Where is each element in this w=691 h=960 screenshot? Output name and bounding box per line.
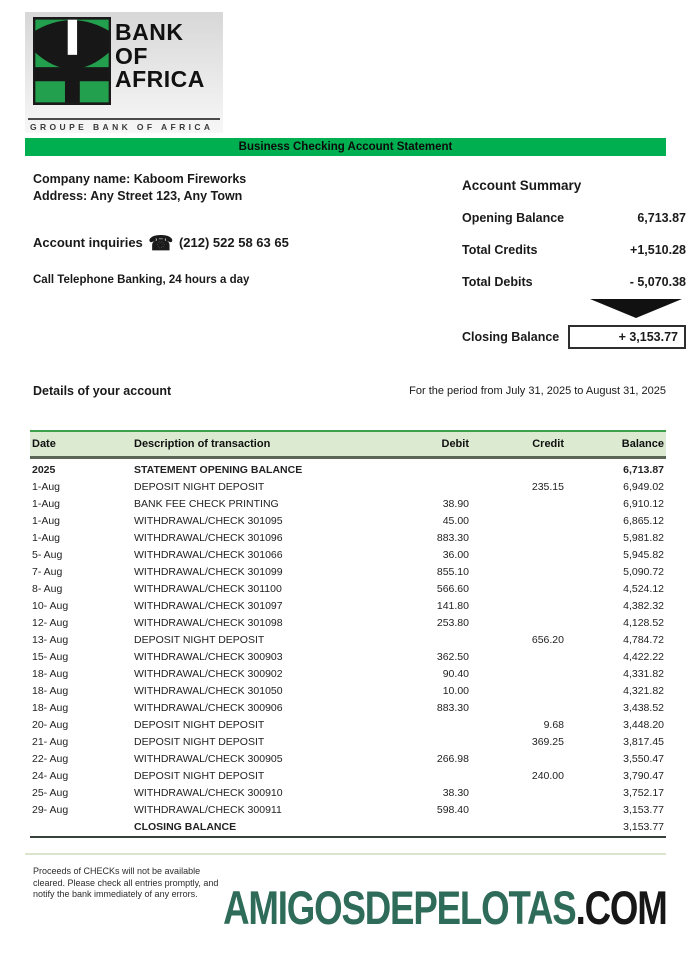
cell-debit: 90.40 [442, 668, 469, 680]
cell-desc: WITHDRAWAL/CHECK 301095 [134, 515, 283, 527]
cell-credit [471, 785, 566, 802]
logo-divider [28, 118, 220, 120]
cell-balance: 6,949.02 [623, 481, 664, 493]
cell-credit [471, 598, 566, 615]
cell-debit [365, 632, 471, 649]
table-row [30, 547, 666, 564]
total-debits-value: - 5,070.38 [629, 275, 686, 289]
cell-desc: WITHDRAWAL/CHECK 300905 [134, 753, 283, 765]
cell-balance: 3,790.47 [623, 770, 664, 782]
cell-balance: 3,438.52 [623, 702, 664, 714]
cell-balance: 4,321.82 [623, 685, 664, 697]
customer-info [33, 171, 246, 205]
cell-credit [471, 581, 566, 598]
cell-date: 18- Aug [32, 668, 69, 680]
cell-desc: WITHDRAWAL/CHECK 301100 [134, 583, 282, 595]
cell-balance: 4,331.82 [623, 668, 664, 680]
site-brand [223, 880, 667, 935]
cell-date: 21- Aug [32, 736, 69, 748]
opening-balance-value: 6,713.87 [637, 211, 686, 225]
cell-balance: 5,981.82 [623, 532, 664, 544]
table-row [30, 479, 666, 496]
cell-date: 1-Aug [32, 532, 61, 544]
cell-credit: 235.15 [531, 481, 564, 493]
table-row [30, 598, 666, 615]
cell-desc: DEPOSIT NIGHT DEPOSIT [134, 634, 265, 646]
cell-date: 10- Aug [32, 600, 69, 612]
cell-desc: WITHDRAWAL/CHECK 301099 [134, 566, 283, 578]
groupe-caption: GROUPE BANK OF AFRICA [30, 122, 214, 132]
cell-desc: DEPOSIT NIGHT DEPOSIT [134, 736, 265, 748]
table-row [30, 615, 666, 632]
table-row [30, 666, 666, 683]
cell-date: 29- Aug [32, 804, 69, 816]
cell-desc: DEPOSIT NIGHT DEPOSIT [134, 481, 265, 493]
cell-date: 13- Aug [32, 634, 69, 646]
cell-credit [471, 547, 566, 564]
cell-credit [471, 802, 566, 819]
cell-credit [471, 458, 566, 479]
cell-date: 20- Aug [32, 719, 69, 731]
cell-credit [471, 819, 566, 837]
bank-of-africa-emblem-icon [33, 17, 111, 105]
bank-logo-block [25, 12, 223, 133]
cell-debit: 883.30 [436, 532, 469, 544]
cell-desc: WITHDRAWAL/CHECK 300902 [134, 668, 283, 680]
disclaimer-line: notify the bank immediately of any errors. [33, 889, 198, 899]
total-debits-row [462, 275, 686, 289]
cell-date: 2025 [32, 464, 56, 476]
table-row [30, 802, 666, 819]
cell-credit: 656.20 [531, 634, 564, 646]
cell-debit: 598.40 [436, 804, 469, 816]
cell-desc: WITHDRAWAL/CHECK 301098 [134, 617, 283, 629]
company-address-line: Address: Any Street 123, Any Town [33, 189, 243, 203]
header-description: Description of transaction [132, 431, 365, 458]
cell-desc: WITHDRAWAL/CHECK 300911 [134, 804, 282, 816]
cell-date: 1-Aug [32, 481, 61, 493]
cell-desc: WITHDRAWAL/CHECK 301050 [134, 685, 283, 697]
cell-balance: 3,752.17 [623, 787, 664, 799]
cell-credit [471, 700, 566, 717]
cell-desc: STATEMENT OPENING BALANCE [134, 464, 303, 476]
cell-balance: 3,817.45 [623, 736, 664, 748]
cell-credit [471, 513, 566, 530]
total-credits-value: +1,510.28 [630, 243, 686, 257]
cell-date: 18- Aug [32, 685, 69, 697]
closing-balance-row [462, 325, 686, 349]
cell-balance: 3,153.77 [623, 821, 664, 833]
table-row [30, 564, 666, 581]
cell-debit: 36.00 [442, 549, 469, 561]
phone-icon: ☎ [148, 233, 174, 255]
table-row [30, 649, 666, 666]
cell-debit: 45.00 [442, 515, 469, 527]
table-row [30, 700, 666, 717]
cell-debit: 266.98 [436, 753, 469, 765]
bank-name [115, 21, 205, 92]
cell-desc: CLOSING BALANCE [134, 821, 237, 833]
cell-credit: 240.00 [531, 770, 564, 782]
telephone-banking-line: Call Telephone Banking, 24 hours a day [33, 274, 250, 286]
table-row [30, 819, 666, 837]
cell-debit [365, 717, 471, 734]
cell-date: 12- Aug [32, 617, 69, 629]
transactions-table [30, 430, 666, 838]
cell-debit: 253.80 [436, 617, 469, 629]
cell-credit [471, 530, 566, 547]
bank-name-line: OF [115, 42, 148, 69]
table-row [30, 768, 666, 785]
cell-desc: WITHDRAWAL/CHECK 301096 [134, 532, 283, 544]
total-debits-label: Total Debits [462, 275, 533, 289]
total-credits-row [462, 243, 686, 257]
cell-balance: 5,945.82 [623, 549, 664, 561]
cell-desc: WITHDRAWAL/CHECK 300906 [134, 702, 283, 714]
table-row [30, 581, 666, 598]
footer-disclaimer [33, 866, 218, 901]
cell-desc: WITHDRAWAL/CHECK 301097 [134, 600, 283, 612]
header-date: Date [30, 431, 132, 458]
cell-credit: 9.68 [543, 719, 564, 731]
cell-credit [471, 649, 566, 666]
statement-title-banner: Business Checking Account Statement [25, 138, 666, 156]
opening-balance-label: Opening Balance [462, 211, 565, 225]
cell-balance: 4,128.52 [623, 617, 664, 629]
table-row [30, 458, 666, 479]
table-row [30, 717, 666, 734]
cell-date [30, 819, 132, 837]
cell-balance: 4,382.32 [623, 600, 664, 612]
cell-balance: 4,784.72 [623, 634, 664, 646]
cell-balance: 5,090.72 [623, 566, 664, 578]
cell-balance: 4,422.22 [623, 651, 664, 663]
opening-balance-row [462, 211, 686, 225]
cell-date: 8- Aug [32, 583, 63, 595]
cell-date: 7- Aug [32, 566, 63, 578]
transactions-table-wrap [30, 430, 666, 838]
cell-balance: 3,153.77 [623, 804, 664, 816]
table-row [30, 513, 666, 530]
cell-balance: 6,910.12 [623, 498, 664, 510]
bank-name-line: BANK [115, 19, 184, 45]
table-row [30, 632, 666, 649]
cell-debit: 38.90 [442, 498, 469, 510]
account-summary-title: Account Summary [462, 178, 582, 193]
disclaimer-line: cleared. Please check all entries promptly, and [33, 877, 219, 888]
transactions-header [30, 431, 666, 458]
header-credit: Credit [471, 431, 566, 458]
cell-credit: 369.25 [531, 736, 564, 748]
cell-debit [365, 734, 471, 751]
cell-debit: 10.00 [442, 685, 469, 697]
cell-balance: 4,524.12 [623, 583, 664, 595]
cell-date: 22- Aug [32, 753, 69, 765]
cell-debit [365, 458, 471, 479]
cell-credit [471, 564, 566, 581]
cell-date: 1-Aug [32, 498, 61, 510]
closing-balance-label: Closing Balance [462, 330, 560, 344]
cell-balance: 3,550.47 [623, 753, 664, 765]
closing-balance-value: + 3,153.77 [568, 325, 686, 349]
cell-debit: 38.30 [442, 787, 469, 799]
cell-desc: WITHDRAWAL/CHECK 301066 [134, 549, 283, 561]
cell-credit [471, 751, 566, 768]
statement-period: For the period from July 31, 2025 to August 31, 2025 [409, 385, 666, 397]
table-row [30, 751, 666, 768]
cell-date: 24- Aug [32, 770, 69, 782]
cell-date: 15- Aug [32, 651, 69, 663]
cell-credit [471, 615, 566, 632]
arrow-down-icon [590, 299, 682, 318]
account-summary [462, 178, 686, 349]
cell-desc: WITHDRAWAL/CHECK 300910 [134, 787, 283, 799]
cell-debit: 362.50 [436, 651, 469, 663]
table-row [30, 530, 666, 547]
table-row [30, 785, 666, 802]
account-inquiries-line [33, 231, 289, 256]
transactions-body [30, 458, 666, 837]
account-inquiries-label: Account inquiries [33, 235, 143, 250]
cell-credit [471, 666, 566, 683]
header-debit: Debit [365, 431, 471, 458]
cell-desc: BANK FEE CHECK PRINTING [134, 498, 279, 510]
company-name-line: Company name: Kaboom Fireworks [33, 172, 247, 186]
cell-desc: DEPOSIT NIGHT DEPOSIT [134, 770, 265, 782]
cell-date: 25- Aug [32, 787, 69, 799]
cell-debit [365, 819, 471, 837]
disclaimer-line: Proceeds of CHECKs will not be available [33, 866, 201, 876]
cell-date: 1-Aug [32, 515, 61, 527]
cell-credit [471, 496, 566, 513]
cell-debit: 855.10 [436, 566, 469, 578]
cell-debit: 141.80 [436, 600, 469, 612]
cell-desc: WITHDRAWAL/CHECK 300903 [134, 651, 283, 663]
header-balance: Balance [566, 431, 666, 458]
brand-name: AMIGOSDEPELOTAS [223, 881, 576, 934]
cell-balance: 6,865.12 [623, 515, 664, 527]
inquiries-phone-number: (212) 522 58 63 65 [178, 235, 289, 250]
cell-credit [471, 683, 566, 700]
table-row [30, 683, 666, 700]
brand-tld: .COM [575, 881, 667, 934]
cell-debit: 883.30 [436, 702, 469, 714]
cell-desc: DEPOSIT NIGHT DEPOSIT [134, 719, 265, 731]
bank-name-line: AFRICA [115, 66, 205, 92]
cell-date: 5- Aug [32, 549, 63, 561]
cell-balance: 6,713.87 [623, 464, 664, 476]
cell-date: 18- Aug [32, 702, 69, 714]
table-row [30, 496, 666, 513]
table-bottom-rule [25, 853, 666, 855]
cell-debit [365, 768, 471, 785]
cell-balance: 3,448.20 [623, 719, 664, 731]
details-title: Details of your account [33, 384, 172, 398]
table-row [30, 734, 666, 751]
cell-debit: 566.60 [436, 583, 469, 595]
total-credits-label: Total Credits [462, 243, 538, 257]
cell-debit [365, 479, 471, 496]
